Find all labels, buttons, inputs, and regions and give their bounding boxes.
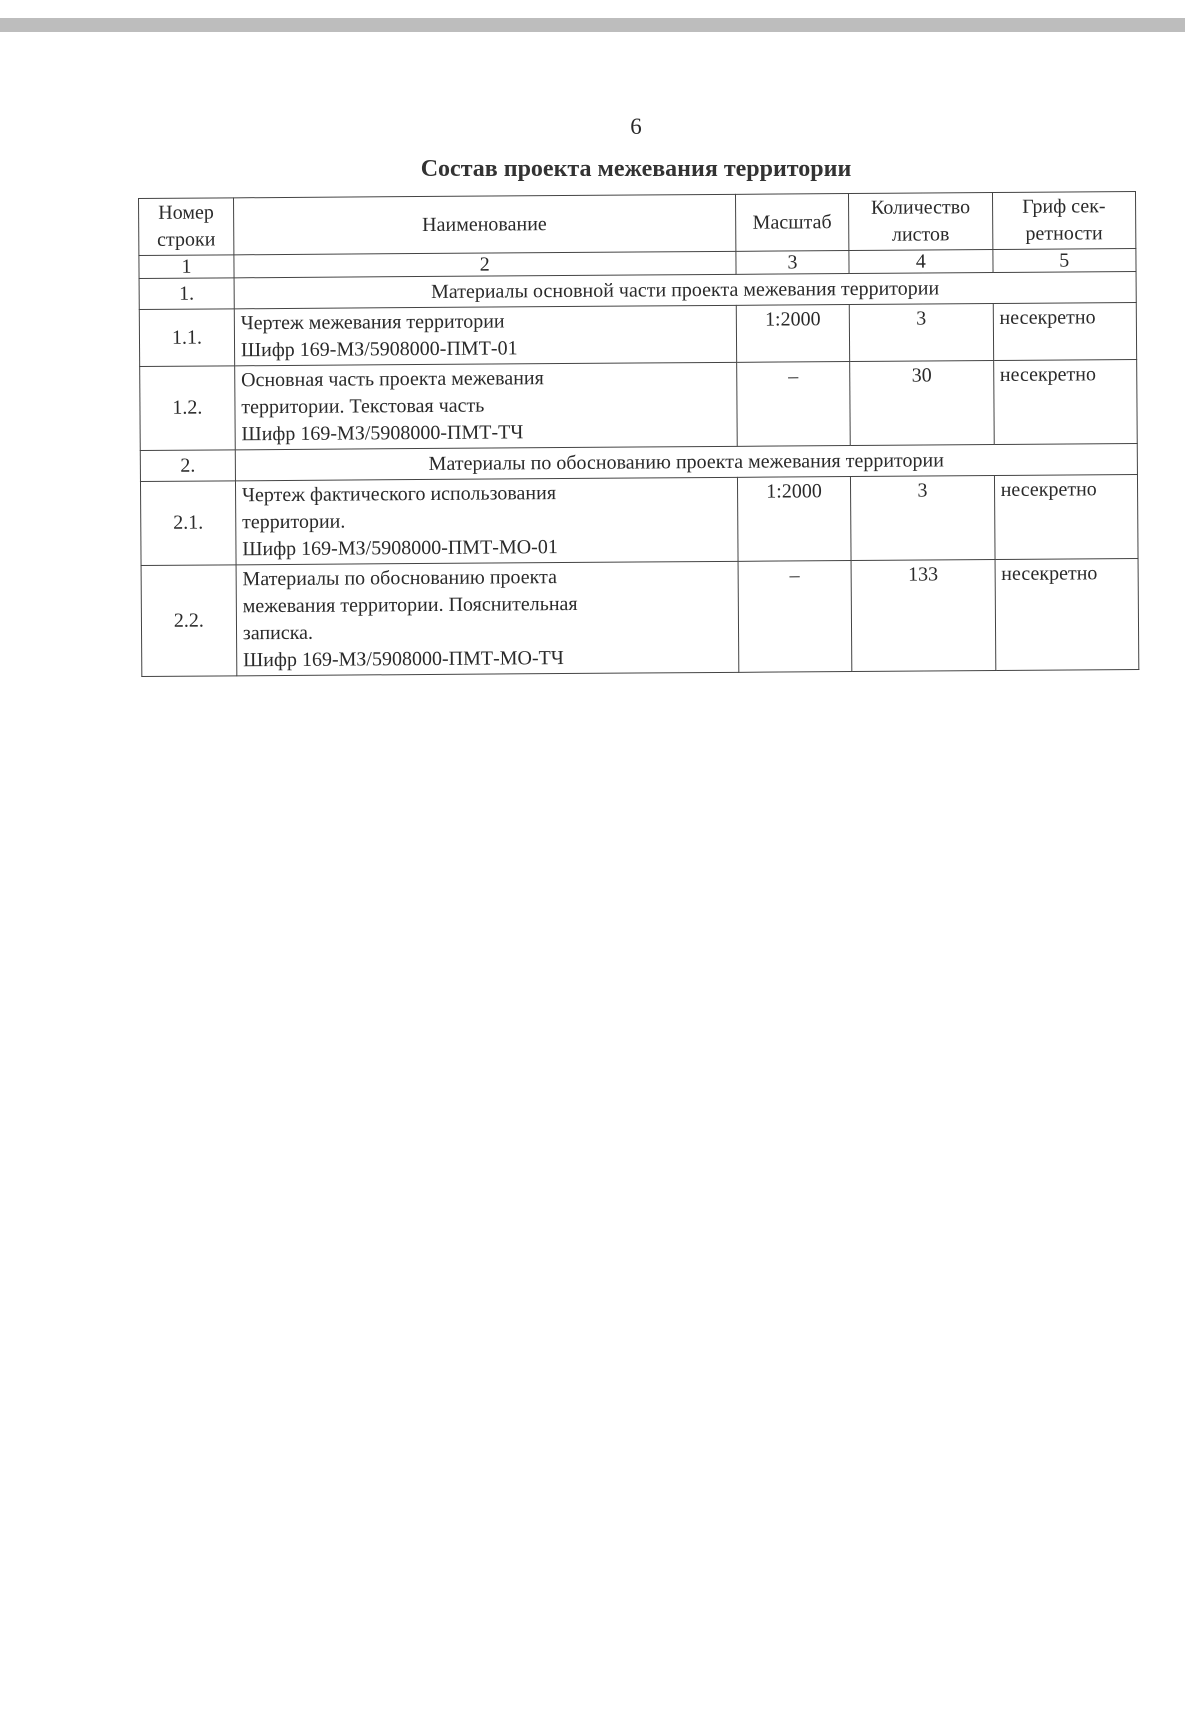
row-number: 2.1. [140, 481, 235, 566]
scan-edge-bar [0, 18, 1185, 32]
row-number: 1.2. [140, 366, 235, 451]
row-name: Чертеж фактического использования территории. Шифр 169-МЗ/5908000-ПМТ-МО-01 [235, 477, 737, 565]
row-secrecy: несекретно [993, 360, 1137, 445]
row-scale: 1:2000 [736, 305, 850, 363]
row-sheet-count: 133 [851, 560, 995, 672]
table-row [141, 559, 1139, 677]
header-name: Наименование [233, 194, 735, 255]
row-secrecy: несекретно [993, 303, 1137, 361]
column-index: 5 [992, 249, 1136, 273]
row-name: Чертеж межевания территории Шифр 169-МЗ/5908000-ПМТ-01 [234, 305, 736, 366]
row-number: 1.1. [139, 309, 234, 367]
header-secrecy: Гриф сек- ретности [992, 192, 1136, 250]
table-row [139, 303, 1136, 367]
section-title: Материалы по обоснованию проекта межевания территории [235, 444, 1137, 481]
table-header-row [139, 192, 1136, 256]
row-secrecy: несекретно [994, 475, 1138, 560]
section-number: 2. [140, 450, 235, 482]
row-sheet-count: 30 [850, 361, 994, 446]
row-sheet-count: 3 [851, 476, 995, 561]
composition-table [138, 191, 1139, 677]
row-scale: – [736, 362, 850, 447]
section-title: Материалы основной части проекта межевания территории [234, 272, 1136, 309]
row-secrecy: несекретно [995, 559, 1139, 671]
column-index: 2 [234, 251, 736, 278]
row-sheet-count: 3 [849, 304, 993, 362]
document-title: Состав проекта межевания территории [420, 156, 852, 182]
row-scale: – [738, 561, 852, 673]
section-number: 1. [139, 278, 234, 310]
column-index: 4 [849, 250, 993, 274]
row-name: Основная часть проекта межевания территории. Текстовая часть Шифр 169-МЗ/5908000-ПМТ-ТЧ [235, 362, 737, 450]
table-row [140, 360, 1138, 451]
row-scale: 1:2000 [737, 477, 851, 562]
header-row-number: Номер строки [139, 198, 234, 256]
header-scale: Масштаб [735, 194, 849, 252]
header-sheet-count: Количество листов [849, 193, 993, 251]
row-number: 2.2. [141, 565, 237, 677]
column-index: 3 [736, 251, 850, 275]
column-index: 1 [139, 255, 234, 279]
row-name: Материалы по обоснованию проекта межевания территории. Пояснительная записка. Шифр 169-МЗ/5908000-ПМТ-МО-ТЧ [236, 561, 739, 676]
page-number: 6 [630, 114, 642, 139]
table-row [140, 475, 1138, 566]
